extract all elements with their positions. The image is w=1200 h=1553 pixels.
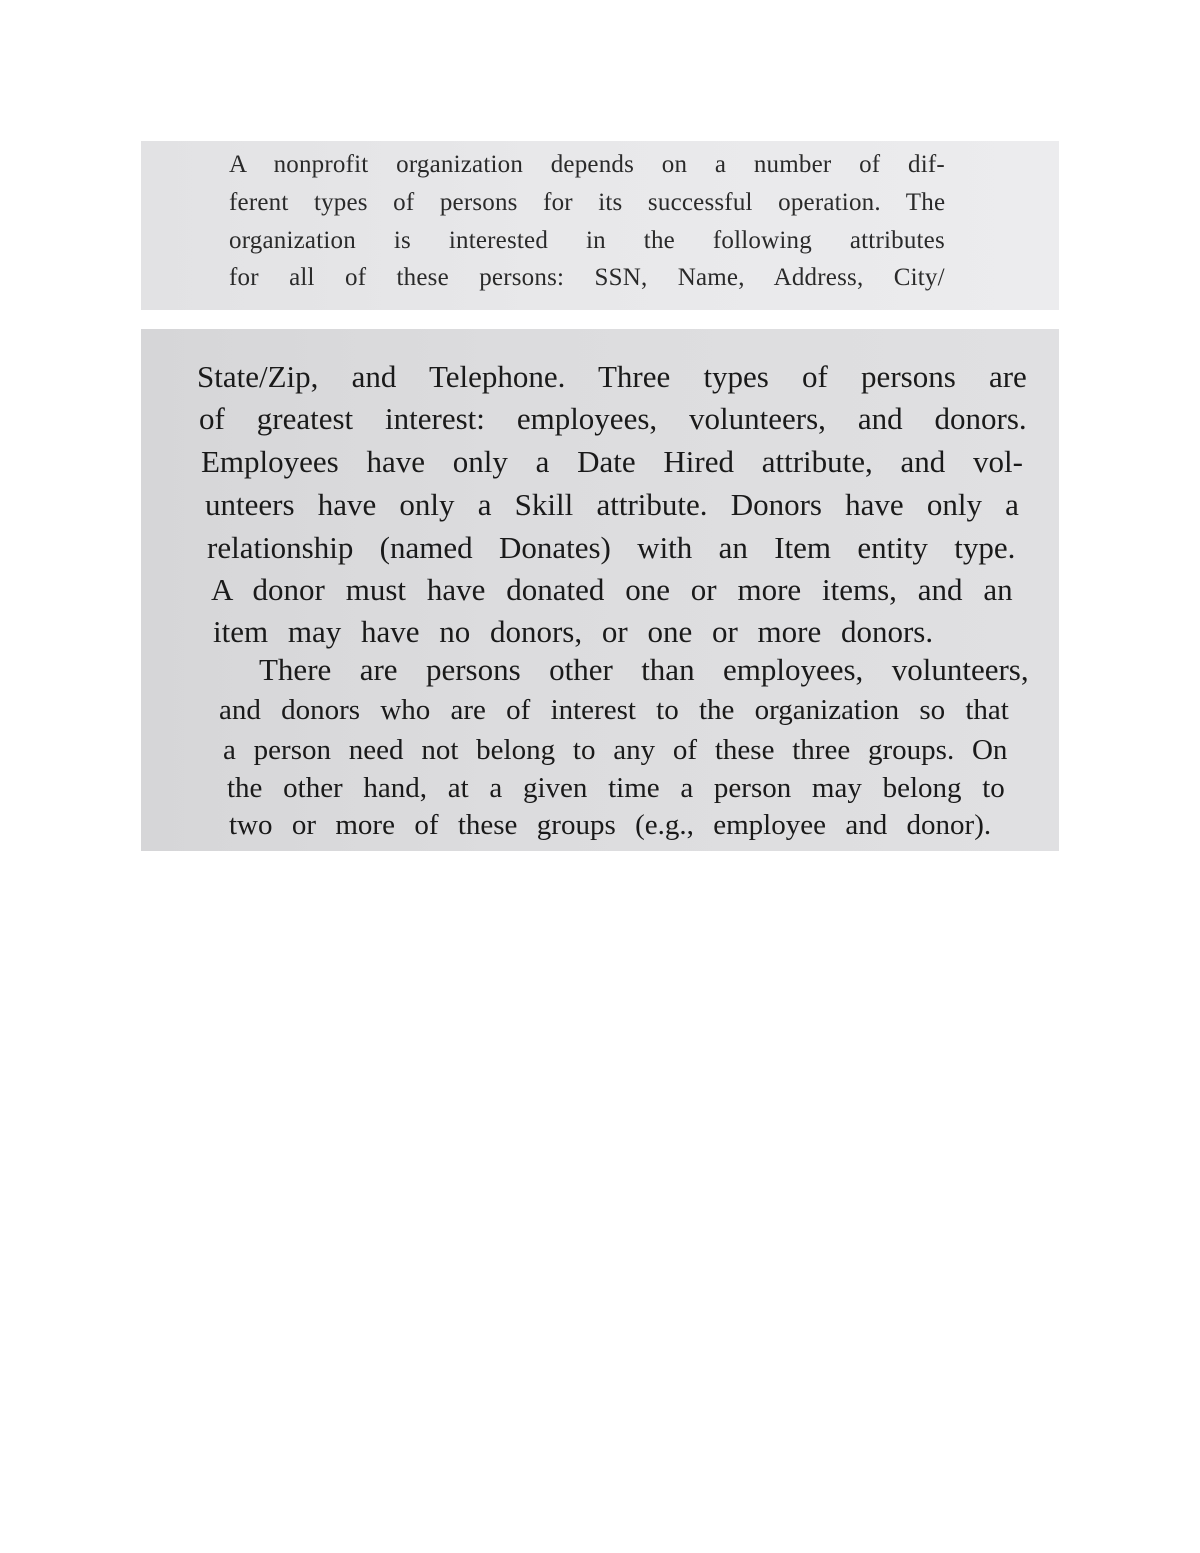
excerpt-paragraph-start: [259, 652, 1029, 688]
text-excerpt-photo-2: [141, 329, 1059, 851]
excerpt-line: [219, 694, 1009, 727]
excerpt-line: [229, 151, 945, 179]
text-excerpt-photo-1: [141, 141, 1059, 310]
excerpt-line: [229, 264, 945, 292]
excerpt-line-text: two or more of these groups (e.g., employee and donor).: [229, 809, 992, 841]
excerpt-line: [213, 614, 933, 650]
excerpt-line-text: organization is interested in the following attributes: [229, 227, 945, 254]
excerpt-line-text: A donor must have donated one or more items, and an: [211, 572, 1013, 607]
excerpt-line-text: ferent types of persons for its successful operation. The: [229, 189, 946, 216]
excerpt-line: [199, 401, 1027, 437]
excerpt-line-text: Employees have only a Date Hired attribute, and vol-: [201, 444, 1023, 479]
excerpt-line-text: the other hand, at a given time a person may belong to: [227, 772, 1005, 804]
excerpt-line-text: a person need not belong to any of these three groups. On: [223, 734, 1008, 766]
excerpt-line: [223, 734, 1007, 767]
excerpt-line-text: of greatest interest: employees, volunteers, and donors.: [199, 401, 1027, 436]
excerpt-line-text: relationship (named Donates) with an Item entity type.: [207, 530, 1016, 565]
excerpt-line: [211, 572, 1013, 608]
excerpt-line: [205, 487, 1019, 523]
excerpt-line-text: and donors who are of interest to the organization so that: [219, 694, 1009, 726]
excerpt-line: [229, 189, 945, 217]
excerpt-line-text: unteers have only a Skill attribute. Donors have only a: [205, 487, 1019, 522]
excerpt-line-text: item may have no donors, or one or more donors.: [213, 614, 934, 649]
excerpt-line: [207, 530, 1015, 566]
excerpt-line-text: There are persons other than employees, volunteers,: [259, 652, 1029, 687]
excerpt-line: [227, 772, 1005, 805]
excerpt-line-text: A nonprofit organization depends on a number of dif-: [229, 151, 945, 178]
excerpt-line: [229, 809, 991, 842]
excerpt-line: [201, 444, 1023, 480]
excerpt-line: [197, 359, 1027, 395]
excerpt-line-text: for all of these persons: SSN, Name, Address, City/: [229, 264, 945, 291]
excerpt-line-text: State/Zip, and Telephone. Three types of persons are: [197, 359, 1027, 394]
excerpt-line: [229, 227, 945, 255]
